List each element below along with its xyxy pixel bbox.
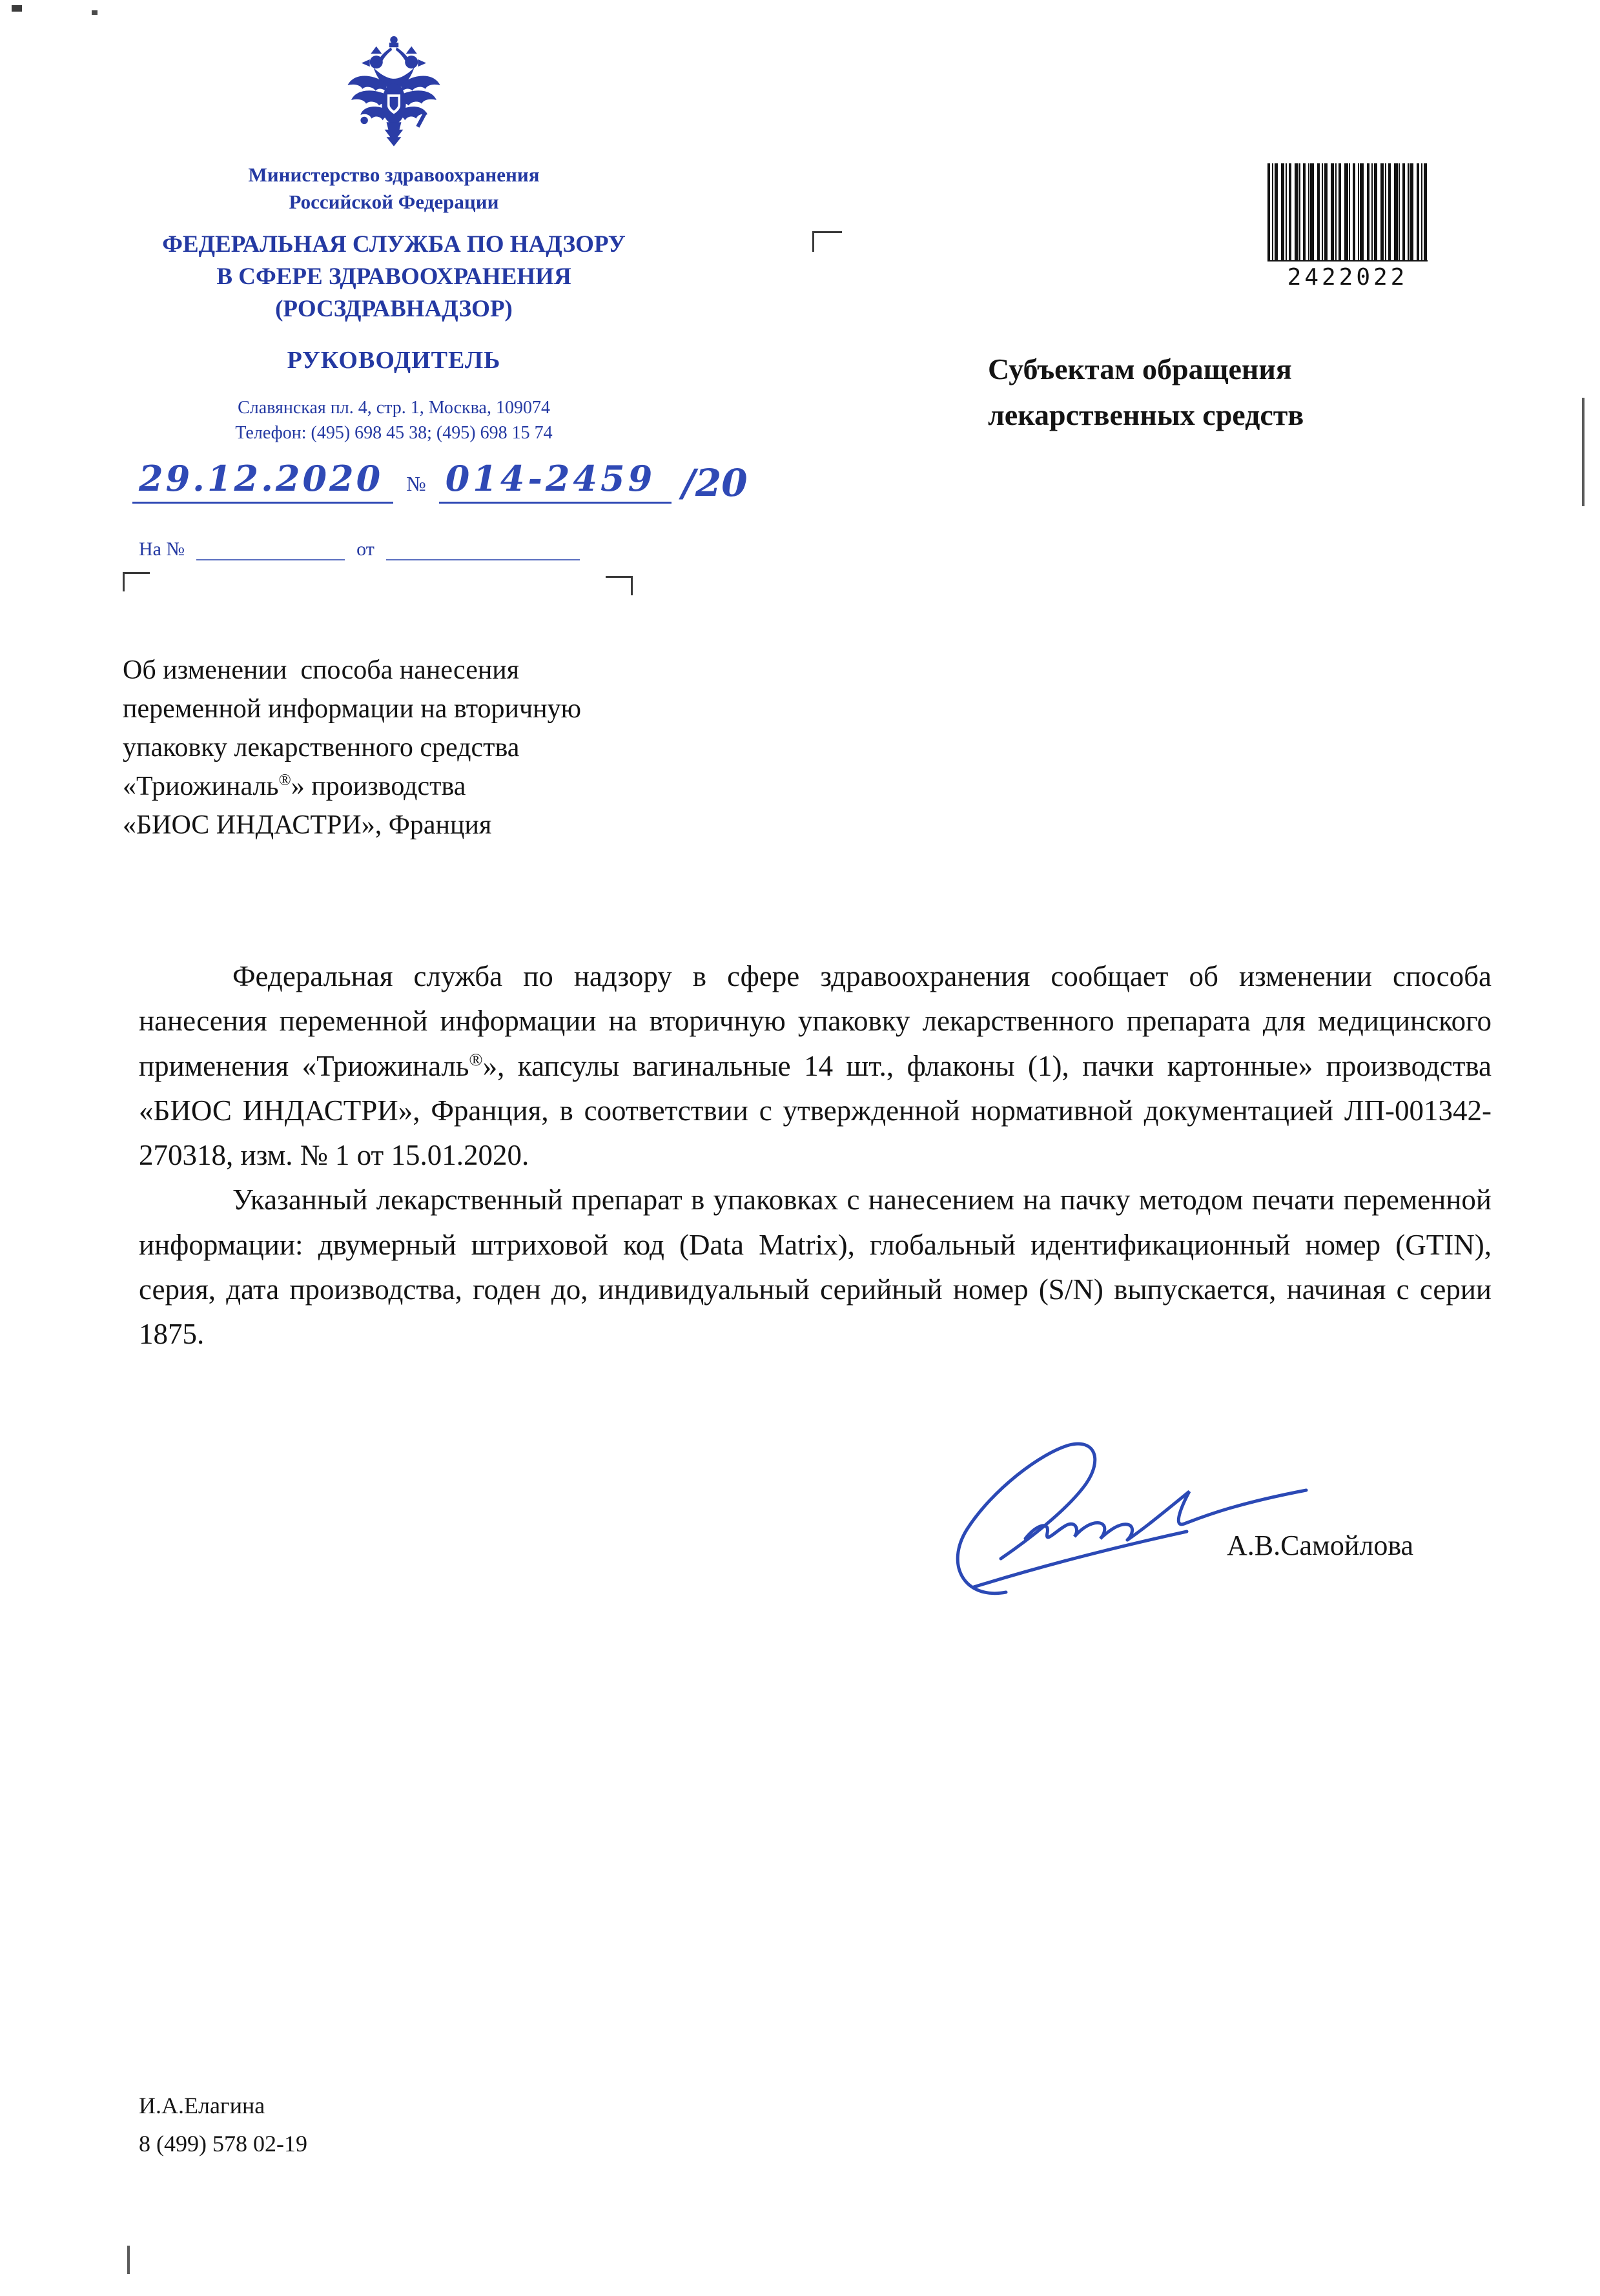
corner-mark xyxy=(606,576,633,595)
subject-line: упаковку лекарственного средства xyxy=(123,733,520,763)
subject-block xyxy=(123,651,717,845)
coat-of-arms-icon xyxy=(338,31,449,152)
addressee-line: Субъектам обращения xyxy=(988,353,1292,385)
incoming-label: На № xyxy=(139,538,185,560)
subject-line: «Триожиналь®» производства xyxy=(123,772,466,802)
agency-name xyxy=(97,229,691,325)
scan-artifact xyxy=(127,2246,130,2274)
barcode-number: 2422022 xyxy=(1287,264,1408,291)
ministry-line: Российской Федерации xyxy=(289,190,499,213)
ministry-name xyxy=(97,161,691,216)
handwritten-number-suffix: /20 xyxy=(681,460,748,505)
address-line: Славянская пл. 4, стр. 1, Москва, 109074 xyxy=(238,397,550,418)
signer-name: А.В.Самойлова xyxy=(1227,1530,1414,1561)
registered-trademark-symbol: ® xyxy=(469,1049,483,1070)
corner-mark xyxy=(123,572,150,591)
signature-scribble xyxy=(928,1426,1316,1606)
barcode xyxy=(1267,163,1428,291)
from-label: от xyxy=(356,538,374,560)
corner-mark xyxy=(812,231,842,252)
number-sign: № xyxy=(406,472,426,496)
blank-line xyxy=(386,537,580,560)
executor-block xyxy=(139,2087,307,2164)
contact-block xyxy=(97,395,691,447)
agency-line: В СФЕРЕ ЗДРАВООХРАНЕНИЯ xyxy=(216,263,571,290)
letterhead xyxy=(97,31,691,446)
addressee-line: лекарственных средств xyxy=(988,398,1304,432)
scan-artifact xyxy=(92,10,97,15)
incoming-reference xyxy=(139,537,580,560)
handwritten-date: 29.12.2020 xyxy=(132,460,393,504)
scan-artifact xyxy=(12,5,22,12)
body-paragraph: Указанный лекарственный препарат в упаковках с нанесением на пачку методом печати переменной информации: двумерный штриховой код (Data Matrix), глобальный идентификационный номер (GTIN), серия, дата производства, годен до, индивидуальный серийный номер (S/N) выпускается, начиная с серии 1875. xyxy=(139,1184,1492,1351)
subject-line: «БИОС ИНДАСТРИ», Франция xyxy=(123,810,492,841)
letter-body xyxy=(139,954,1492,1357)
addressee-block xyxy=(988,346,1304,438)
agency-line: ФЕДЕРАЛЬНАЯ СЛУЖБА ПО НАДЗОРУ xyxy=(162,231,626,258)
phone-line: Телефон: (495) 698 45 38; (495) 698 15 74 xyxy=(235,423,553,444)
ministry-line: Министерство здравоохранения xyxy=(248,163,540,186)
executor-name: И.А.Елагина xyxy=(139,2093,265,2118)
outgoing-reference xyxy=(132,460,748,504)
subject-line: Об изменении способа нанесения xyxy=(123,655,520,685)
body-paragraph: Федеральная служба по надзору в сфере здравоохранения сообщает об изменении способа нанесения переменной информации на вторичную упаковку лекарственного препарата для медицинского применения «Триожиналь®», капсулы вагинальные 14 шт., флаконы (1), пачки картонные» производства «БИОС ИНДАСТРИ», Франция, в соответствии с утвержденной нормативной документацией ЛП-001342-270318, изм. № 1 от 15.01.2020. xyxy=(139,960,1492,1172)
barcode-bars xyxy=(1267,163,1428,261)
agency-line: (РОСЗДРАВНАДЗОР) xyxy=(275,295,513,322)
executor-phone: 8 (499) 578 02-19 xyxy=(139,2131,307,2157)
scan-artifact xyxy=(1582,398,1585,506)
registered-trademark-symbol: ® xyxy=(278,772,291,790)
subject-line: переменной информации на вторичную xyxy=(123,694,581,724)
handwritten-number: 014-2459 xyxy=(439,460,672,504)
blank-line xyxy=(196,537,345,560)
position-title: РУКОВОДИТЕЛЬ xyxy=(287,346,501,374)
